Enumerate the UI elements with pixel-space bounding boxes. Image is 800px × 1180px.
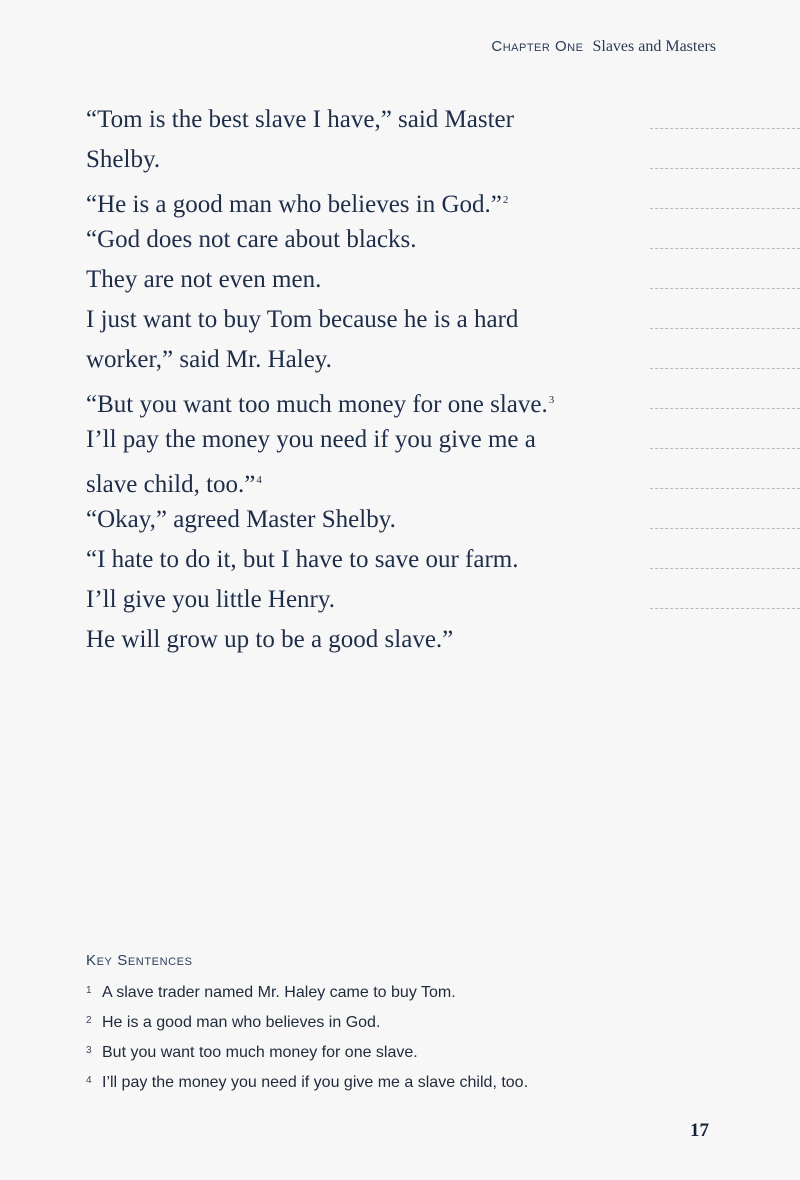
chapter-title: Slaves and Masters [592, 38, 716, 55]
note-line [650, 408, 800, 448]
story-line: I’ll give you little Henry. [86, 586, 336, 613]
key-sentences-list [86, 980, 686, 1100]
story-line: I just want to buy Tom because he is a hard [86, 306, 519, 333]
key-sentence [86, 1010, 686, 1040]
key-sentence-text: A slave trader named Mr. Haley came to buy Tom. [102, 984, 456, 1001]
note-line [650, 568, 800, 608]
note-line [650, 328, 800, 368]
chapter-label: Chapter One [491, 38, 584, 55]
story-text [86, 100, 646, 660]
running-head [491, 38, 716, 56]
note-line [650, 528, 800, 568]
note-line [650, 608, 800, 648]
note-line [650, 368, 800, 408]
story-line: slave child, too.”$^4$ [86, 471, 262, 498]
note-line [650, 208, 800, 248]
story-line: “Tom is the best slave I have,” said Master [86, 106, 514, 133]
footnote-marker: 2 [502, 194, 509, 206]
key-sentence-text: He is a good man who believes in God. [102, 1014, 381, 1031]
story-line: They are not even men. [86, 266, 322, 293]
note-line [650, 488, 800, 528]
note-line [650, 448, 800, 488]
key-sentence [86, 1070, 686, 1100]
note-lines [650, 128, 800, 648]
key-sentence [86, 980, 686, 1010]
key-sentences-heading: Key Sentences [86, 952, 193, 969]
note-line [650, 168, 800, 208]
story-line: I’ll pay the money you need if you give me a [86, 426, 536, 453]
key-sentence-text: I’ll pay the money you need if you give me a slave child, too. [102, 1074, 529, 1091]
story-line: worker,” said Mr. Haley. [86, 346, 332, 373]
story-line: “He is a good man who believes in God.”$^2$ [86, 191, 509, 218]
story-line: Shelby. [86, 146, 161, 173]
key-sentence-text: But you want too much money for one slave. [102, 1044, 418, 1061]
story-line: He will grow up to be a good slave.” [86, 626, 454, 653]
key-sentence-number: 3 [86, 1045, 92, 1056]
footnote-marker: 4 [256, 474, 262, 486]
key-sentence-number: 2 [86, 1015, 92, 1026]
note-line [650, 288, 800, 328]
key-sentence-number: 4 [86, 1075, 92, 1086]
key-sentence-number: 1 [86, 985, 92, 996]
note-line [650, 248, 800, 288]
key-sentence [86, 1040, 686, 1070]
story-line: “But you want too much money for one slave.$^3$ [86, 391, 555, 418]
story-line: “Okay,” agreed Master Shelby. [86, 506, 396, 533]
story-line: “God does not care about blacks. [86, 226, 417, 253]
page-number: 17 [690, 1120, 709, 1141]
story-line: “I hate to do it, but I have to save our farm. [86, 546, 519, 573]
note-line [650, 128, 800, 168]
footnote-marker: 3 [548, 394, 555, 406]
